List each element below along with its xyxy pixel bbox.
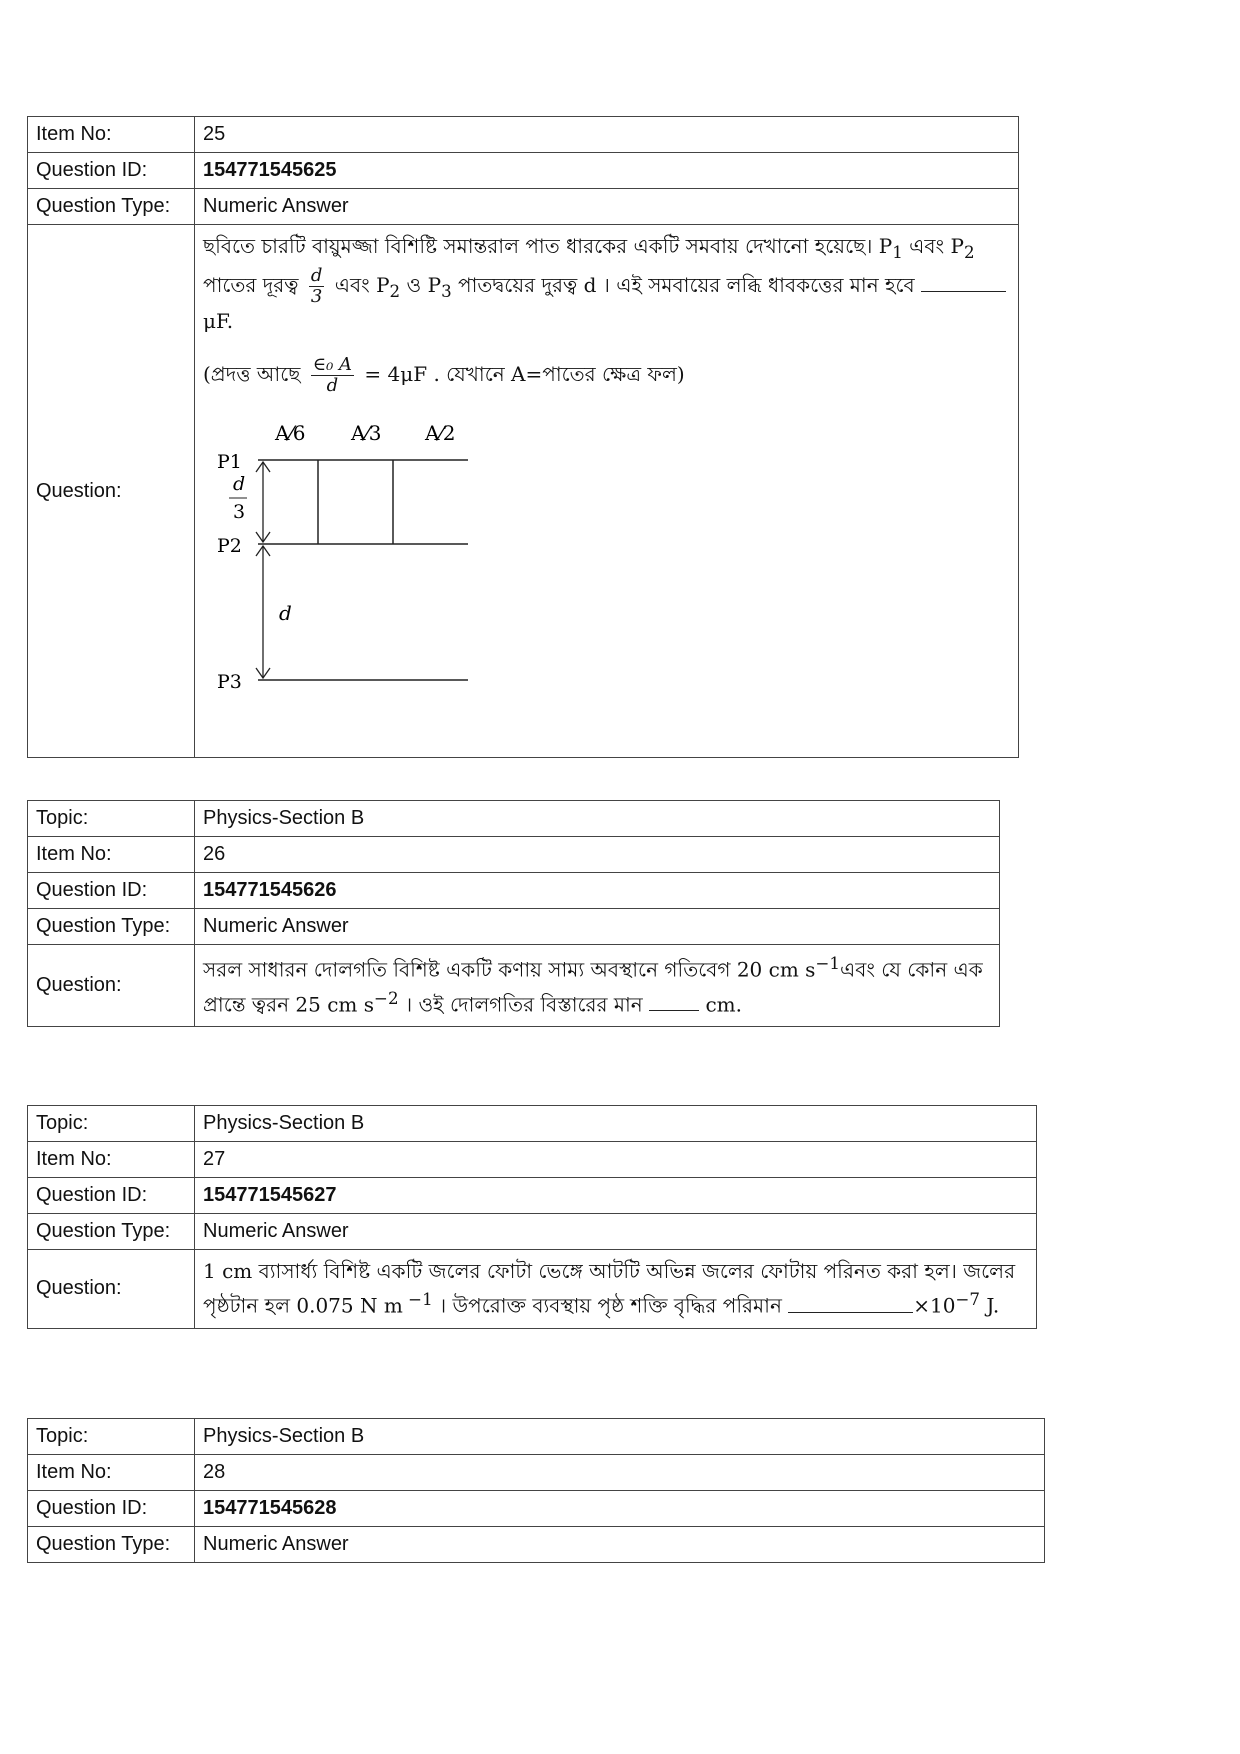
question-card-25 (27, 116, 1019, 758)
topic-value: Physics-Section B (195, 1419, 1045, 1455)
question-id-label: Question ID: (28, 1491, 195, 1527)
question-label: Question: (28, 1250, 195, 1329)
q-text: এবং যে কোন এক প্রান্তে ত্বরন 25 cm s (203, 957, 983, 1017)
question-type-value: Numeric Answer (195, 909, 1000, 945)
subscript: 2 (389, 281, 401, 301)
question-type-label: Question Type: (28, 909, 195, 945)
q-text: পাতের দূরত্ব (203, 272, 305, 297)
question-id-value: 154771545628 (195, 1491, 1045, 1527)
item-no-row (28, 117, 1019, 153)
question-card-28 (27, 1418, 1045, 1563)
q-text: । ওই দোলগতির বিস্তারের মান (398, 992, 650, 1017)
question-text (203, 231, 1010, 337)
question-id-row (28, 1178, 1037, 1214)
question-type-row (28, 189, 1019, 225)
q-text: μF. (203, 309, 234, 334)
question-body (195, 225, 1019, 758)
superscript: −7 (955, 1290, 981, 1309)
item-no-row (28, 1455, 1045, 1491)
question-type-value: Numeric Answer (195, 1214, 1037, 1250)
question-card-26 (27, 800, 1000, 1027)
q-text: পাতদ্বয়ের দুরত্ব d । এই সমবায়ের লব্ধি ধাবকত্তের মান হবে (451, 272, 922, 297)
question-row (28, 1250, 1037, 1329)
question-body (195, 1250, 1037, 1329)
q-text: J. (980, 1293, 1000, 1318)
question-id-value: 154771545626 (195, 873, 1000, 909)
q-text: 1 cm ব্যাসার্ধ্য বিশিষ্ট একটি জলের ফোটা ভেঙ্গে আটটি অভিন্ন জলের ফোটায় পরিনত করা হল। জলের পৃষ্ঠটান হল 0.075 N m (203, 1259, 1016, 1318)
question-type-row (28, 1527, 1045, 1563)
given-text (203, 355, 1010, 396)
item-no-value: 25 (195, 117, 1019, 153)
fraction-denominator: 3 (310, 285, 323, 307)
item-no-label: Item No: (28, 1142, 195, 1178)
gap1-denominator: 3 (233, 501, 246, 524)
question-id-label: Question ID: (28, 1178, 195, 1214)
q-text: এবং P (328, 272, 390, 297)
question-type-row (28, 909, 1000, 945)
item-no-value: 27 (195, 1142, 1037, 1178)
question-text (203, 951, 991, 1020)
gap1-numerator: d (233, 473, 246, 496)
question-id-row (28, 153, 1019, 189)
fraction (309, 266, 325, 307)
subscript: 3 (441, 281, 452, 301)
area-label-a2: A⁄2 (425, 421, 456, 446)
item-no-value: 28 (195, 1455, 1045, 1491)
question-body (195, 945, 1000, 1027)
plate-label-p1: P1 (217, 451, 242, 474)
item-no-label: Item No: (28, 837, 195, 873)
q-text: । উপরোক্ত ব্যবস্থায় পৃষ্ঠ শক্তি বৃদ্ধির পরিমান (432, 1293, 789, 1318)
item-no-label: Item No: (28, 1455, 195, 1491)
question-text (203, 1256, 1028, 1322)
subscript: 2 (963, 243, 975, 262)
q-text: সরল সাধারন দোলগতি বিশিষ্ট একটি কণায় সাম্য অবস্থানে গতিবেগ 20 cm s (203, 957, 816, 982)
fraction-numerator: d (310, 264, 323, 286)
question-type-label: Question Type: (28, 1527, 195, 1563)
topic-label: Topic: (28, 1419, 195, 1455)
answer-blank (649, 990, 699, 1011)
superscript: −1 (815, 954, 840, 973)
item-no-row (28, 1142, 1037, 1178)
item-no-row (28, 837, 1000, 873)
question-row (28, 945, 1000, 1027)
question-type-label: Question Type: (28, 1214, 195, 1250)
answer-blank (921, 271, 1006, 292)
given-fraction (311, 355, 354, 396)
area-label-a6: A⁄6 (275, 421, 306, 446)
area-label-a3: A⁄3 (351, 421, 382, 446)
question-id-row (28, 873, 1000, 909)
plate-label-p3: P3 (217, 671, 242, 694)
question-label: Question: (28, 225, 195, 758)
question-id-value: 154771545627 (195, 1178, 1037, 1214)
question-id-label: Question ID: (28, 153, 195, 189)
given-prefix: (প্রদত্ত আছে (203, 362, 307, 387)
topic-row (28, 1106, 1037, 1142)
plate-label-p2: P2 (217, 535, 242, 558)
question-card-27 (27, 1105, 1037, 1329)
subscript: 1 (892, 243, 903, 262)
given-suffix: = 4μF . যেখানে A=পাতের ক্ষেত্র ফল) (358, 362, 685, 387)
q-text: ছবিতে চারটি বায়ুমজ্জা বিশিষ্টি সমান্তরাল পাত ধারকের একটি সমবায় দেখানো হয়েছে। P (203, 234, 893, 258)
question-type-value: Numeric Answer (195, 1527, 1045, 1563)
gap2-label: d (279, 601, 292, 626)
answer-blank (788, 1292, 913, 1313)
topic-label: Topic: (28, 1106, 195, 1142)
topic-value: Physics-Section B (195, 801, 1000, 837)
topic-value: Physics-Section B (195, 1106, 1037, 1142)
capacitor-diagram (203, 410, 483, 700)
question-type-label: Question Type: (28, 189, 195, 225)
question-id-row (28, 1491, 1045, 1527)
question-label: Question: (28, 945, 195, 1027)
topic-label: Topic: (28, 801, 195, 837)
question-id-label: Question ID: (28, 873, 195, 909)
question-row (28, 225, 1019, 758)
item-no-label: Item No: (28, 117, 195, 153)
q-text: ও P (400, 272, 442, 297)
question-id-value: 154771545625 (195, 153, 1019, 189)
given-denominator: d (326, 375, 339, 397)
superscript: −1 (402, 1290, 433, 1309)
given-numerator: ∈₀ A (312, 354, 353, 376)
question-type-value: Numeric Answer (195, 189, 1019, 225)
topic-row (28, 801, 1000, 837)
topic-row (28, 1419, 1045, 1455)
item-no-value: 26 (195, 837, 1000, 873)
q-text: cm. (699, 992, 742, 1017)
q-text: এবং P (902, 234, 964, 258)
q-text: ×10 (913, 1293, 956, 1318)
superscript: −2 (374, 988, 399, 1008)
question-type-row (28, 1214, 1037, 1250)
